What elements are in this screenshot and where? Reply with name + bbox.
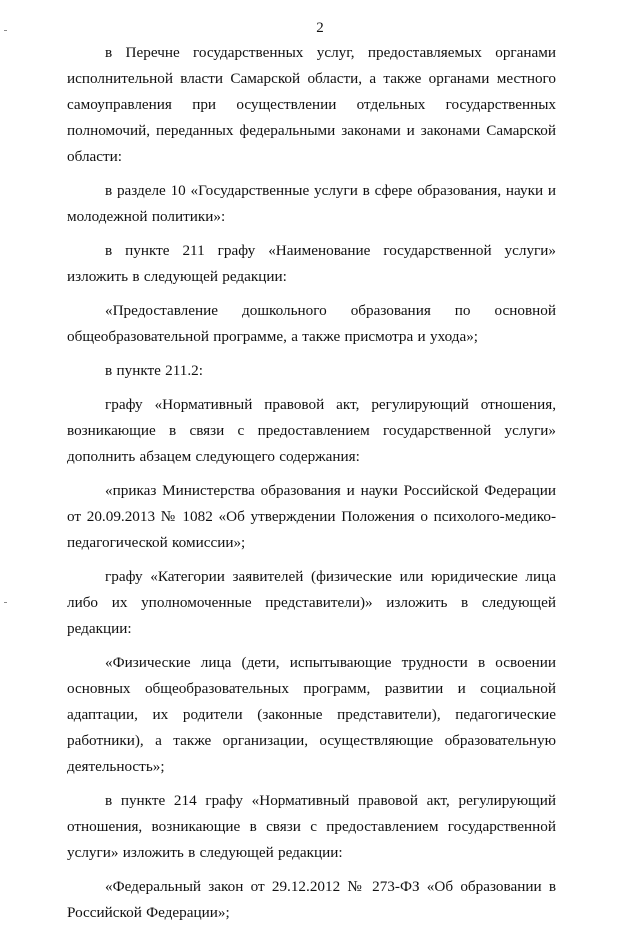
paragraph-legal-act-column: графу «Нормативный правовой акт, регулирующий отношения, возникающие в связи с предоставлением государственной услуги» дополнить абзацем следующего содержания: xyxy=(67,396,556,465)
scan-edge-mark xyxy=(4,30,7,31)
paragraph-applicants-column: графу «Категории заявителей (физические или юридические лица либо их уполномоченные представители)» изложить в следующей редакции: xyxy=(67,568,556,637)
paragraph-applicants-text: «Физические лица (дети, испытывающие трудности в освоении основных общеобразовательных программ, развитии и социальной адаптации, их родители (законные представители), педагогические работники), а также организации, осуществляющие образовательную деятельность»; xyxy=(67,654,556,775)
paragraph-intro: в Перечне государственных услуг, предоставляемых органами исполнительной власти Самарской области, а также органами местного самоуправления при осуществлении отдельных государственных полномочий, переданных федеральными законами и законами Самарской области: xyxy=(67,44,556,165)
paragraph-item-211: в пункте 211 графу «Наименование государственной услуги» изложить в следующей редакции: xyxy=(67,242,556,285)
paragraph-section-10: в разделе 10 «Государственные услуги в сфере образования, науки и молодежной политики»: xyxy=(67,182,556,225)
paragraph-order-1082: «приказ Министерства образования и науки Российской Федерации от 20.09.2013 № 1082 «Об утверждении Положения о психолого-медико-педагогической комиссии»; xyxy=(67,482,556,551)
scan-edge-mark xyxy=(4,602,7,603)
paragraph-item-211-2: в пункте 211.2: xyxy=(105,362,203,379)
paragraph-item-211-text: «Предоставление дошкольного образования по основной общеобразовательной программе, а также присмотра и ухода»; xyxy=(67,302,556,345)
page-number: 2 xyxy=(316,20,324,36)
paragraph-item-214: в пункте 214 графу «Нормативный правовой акт, регулирующий отношения, возникающие в связи с предоставлением государственной услуги» изложить в следующей редакции: xyxy=(67,792,556,861)
document-body xyxy=(67,40,556,934)
paragraph-federal-law: «Федеральный закон от 29.12.2012 № 273-ФЗ «Об образовании в Российской Федерации»; xyxy=(67,878,556,921)
